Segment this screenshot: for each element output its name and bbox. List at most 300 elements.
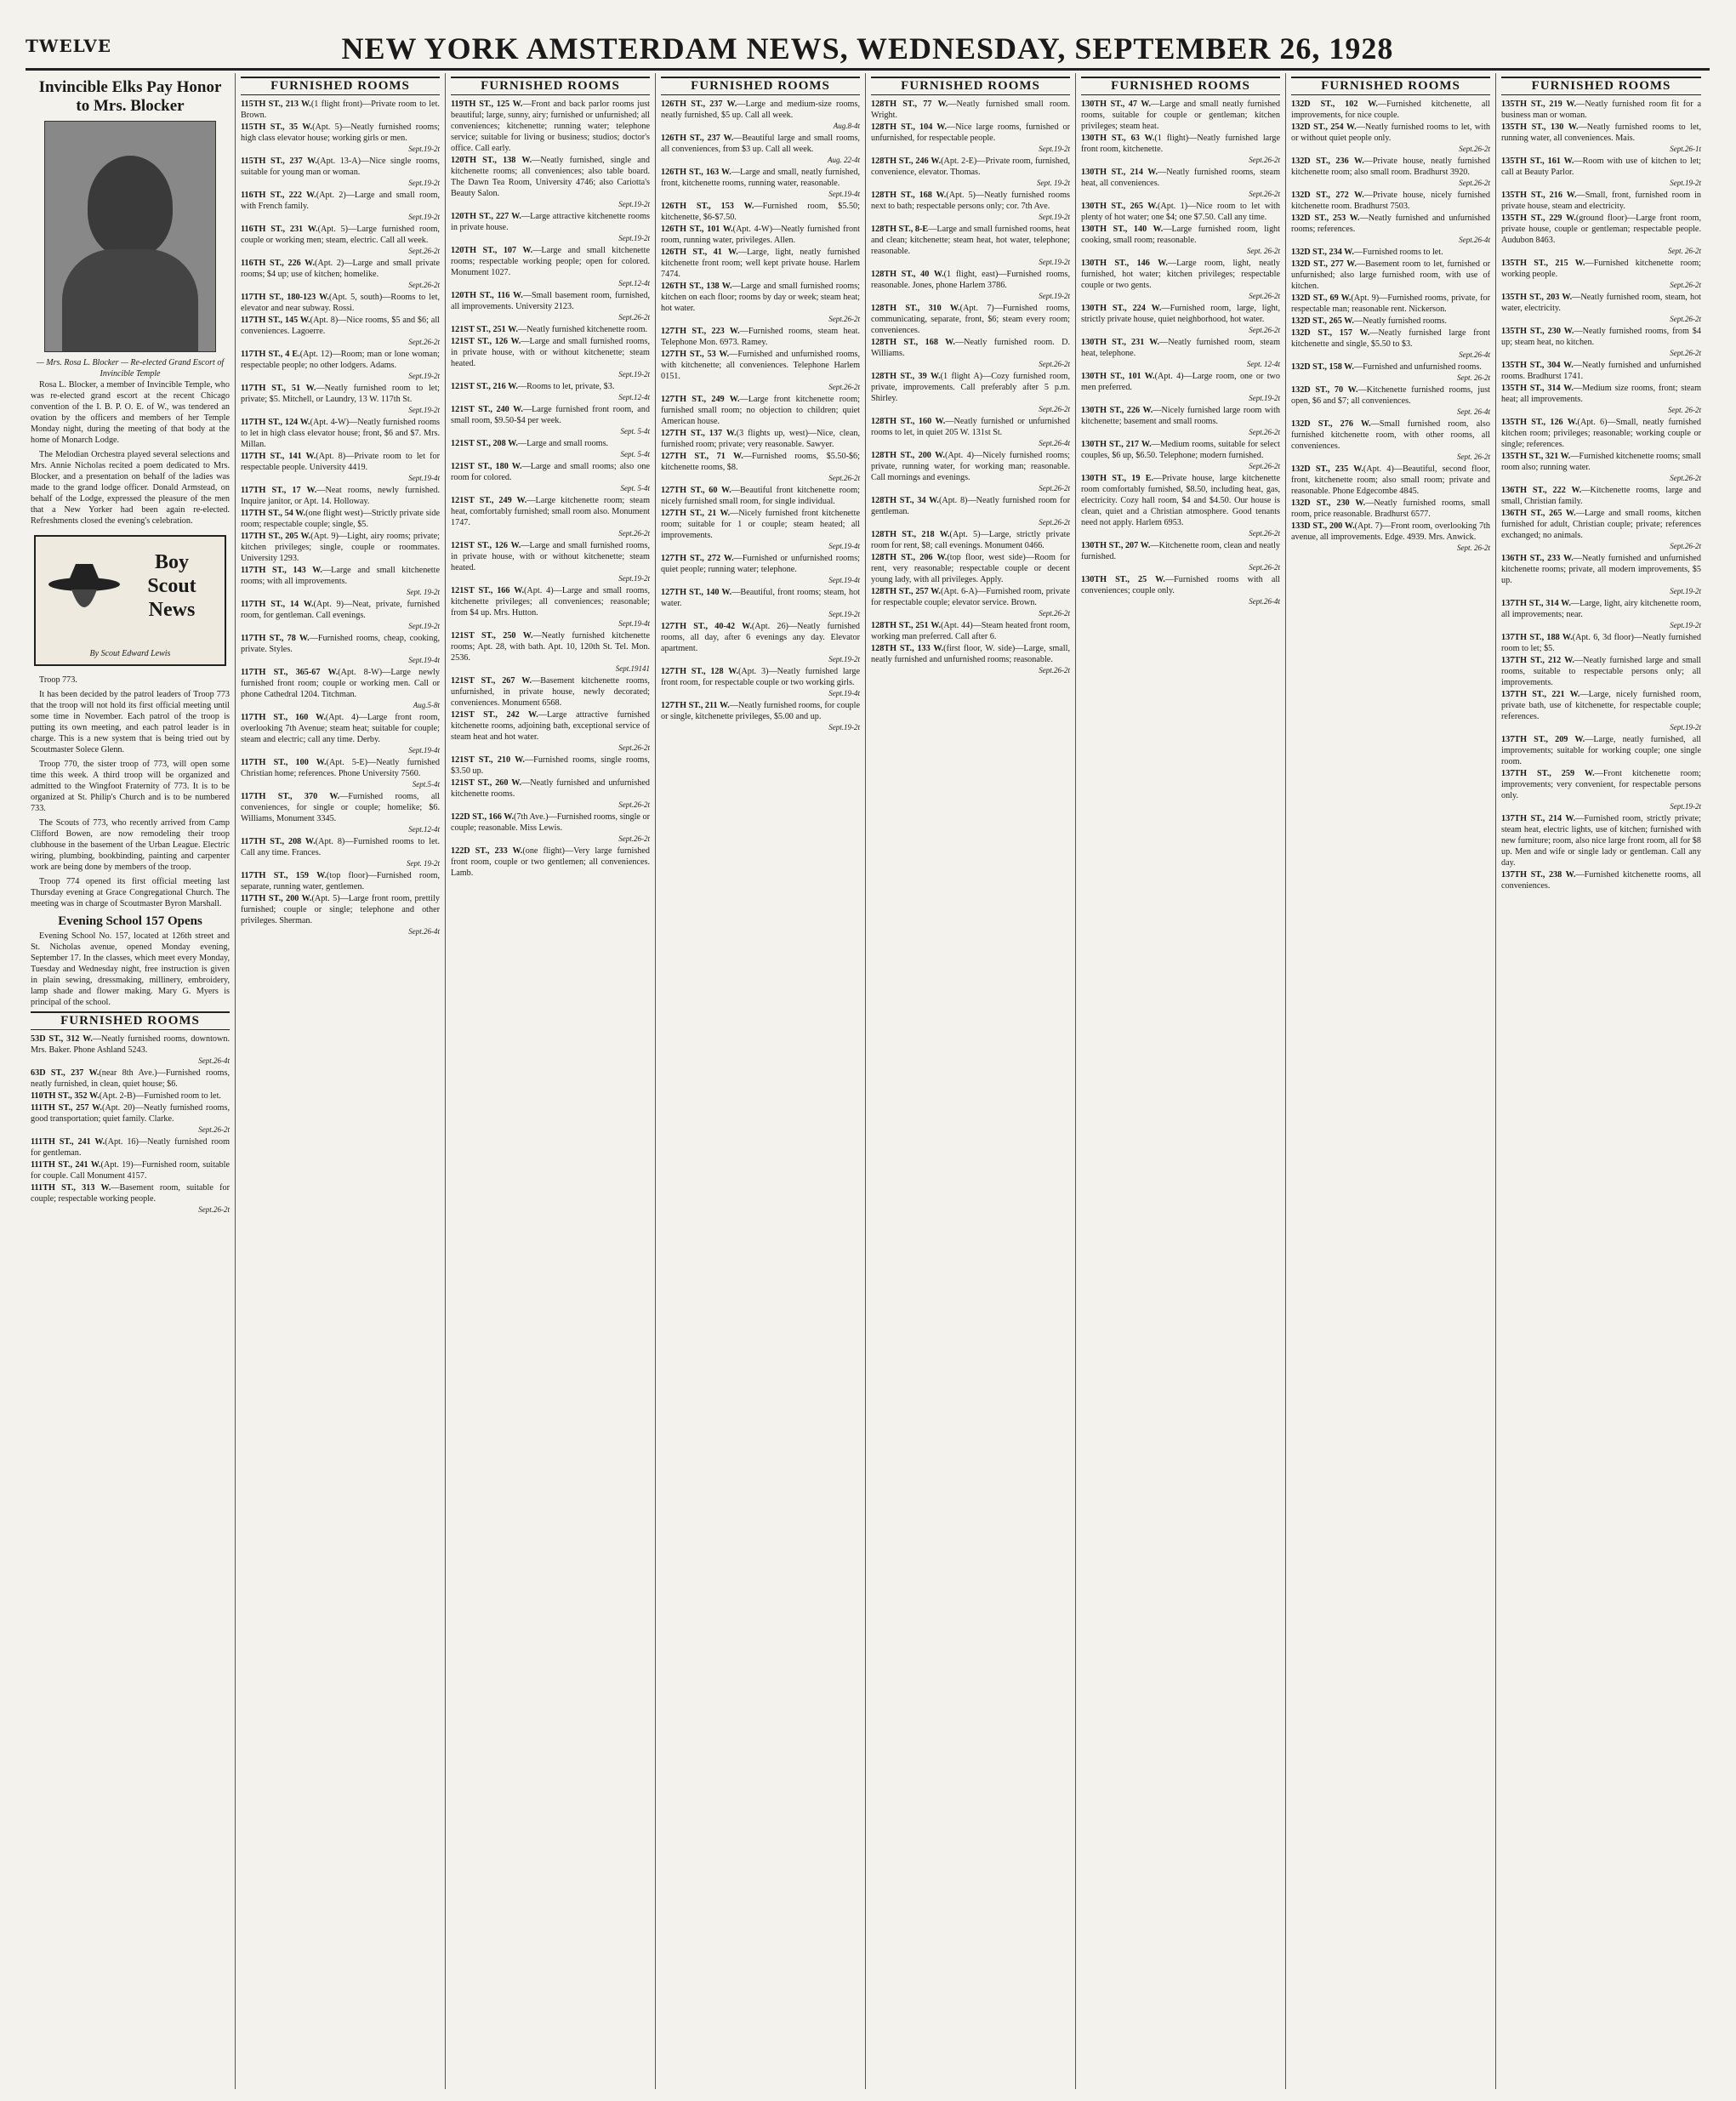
ad-street: 135TH ST., 215 W.	[1501, 259, 1585, 268]
ad-date: Sept.19-4t	[408, 474, 440, 482]
ad-text: —Furnished room, $5.50; kitchenette, $6-$7.50.	[661, 202, 860, 222]
ad-text: —Neatly furnished small room. Wright.	[871, 100, 1070, 120]
classified-ad	[451, 404, 650, 437]
ad-text: —Neatly furnished rooms, for couple or single, kitchenette privileges, $5.00 and up.	[661, 701, 860, 721]
ad-street: 115TH ST., 213 W.	[241, 100, 311, 109]
ad-text: —Neatly furnished room, steam, hot water, electricity.	[1501, 293, 1701, 313]
ad-text: (Apt. 4-W)—Neatly furnished front room, running water, privileges. Allen.	[661, 225, 860, 245]
column-2	[236, 73, 446, 2089]
ad-street: 128TH ST., 168 W.	[871, 338, 955, 347]
ad-date: Sept.19-2t	[408, 372, 440, 380]
ad-street: 135TH ST., 321 W.	[1501, 452, 1571, 461]
column-1	[26, 73, 236, 2089]
ad-text: (Apt. 5)—Large furnished room, couple or working men; steam, electric. Call all week.	[241, 225, 440, 245]
ad-text: —Furnished kitchenette rooms, all conveniences.	[1501, 870, 1701, 891]
ad-text: —Small basement room, furnished, all improvements. University 2123.	[451, 291, 650, 311]
ad-text: —Neatly furnished and unfurnished rooms. Bradhurst 1741.	[1501, 361, 1701, 381]
classified-ad	[451, 540, 650, 584]
ad-text: —Rooms to let, private, $3.	[517, 382, 615, 391]
ad-date: Sept. 5-4t	[620, 427, 650, 436]
ad-date: Sept.19-2t	[408, 179, 440, 187]
classified-ad	[1081, 303, 1280, 336]
classified-ad	[871, 190, 1070, 223]
classified-ad	[241, 565, 440, 598]
ad-text: —Beautiful, front rooms; steam, hot water.	[661, 588, 860, 608]
classified-ad	[1501, 768, 1701, 812]
classified-ad	[871, 224, 1070, 268]
ad-text: —Large room, light, neatly furnished, hot water; kitchen privileges; respectable couple or two gents.	[1081, 259, 1280, 290]
ad-date: Sept. 26-2t	[1247, 247, 1280, 255]
ad-street: 121ST ST., 166 W.	[451, 586, 525, 595]
classified-ad	[871, 586, 1070, 619]
ad-street: 53D ST., 312 W.	[31, 1034, 93, 1044]
ad-street: 128TH ST., 77 W.	[871, 100, 948, 109]
section-heading: FURNISHED ROOMS	[1501, 77, 1701, 95]
ad-street: 127TH ST., 71 W.	[661, 452, 743, 461]
ad-text: (Apt. 8)—Furnished rooms to let. Call any time. Frances.	[241, 837, 440, 857]
ad-text: —Private house, nicely furnished kitchenette room. Bradhurst 7503.	[1291, 191, 1490, 211]
ad-text: (first floor, W. side)—Large, small, neatly furnished and unfurnished rooms; reasonable.	[871, 644, 1070, 664]
ad-street: 132D ST., 102 W.	[1291, 100, 1378, 109]
ad-date: Sept.19-4t	[828, 190, 860, 198]
classified-ad	[1501, 451, 1701, 484]
ad-text: —Furnished kitchenette room; working people.	[1501, 259, 1701, 279]
ad-street: 126TH ST., 237 W.	[661, 134, 734, 143]
ad-text: (Apt. 20)—Neatly furnished rooms, good transportation; quiet family. Clarke.	[31, 1103, 230, 1124]
ad-text: —Medium size rooms, front; steam heat; all improvements.	[1501, 384, 1701, 404]
scout-paragraph: Troop 770, the sister troop of 773, will open some time this week. A third troop will be organized and admitted to the Wingfoot Fraternity of 773. It is to be organized at St. Philip's Church and is to be numbered 733.	[31, 760, 230, 813]
scout-news-title: Boy Scout News	[147, 551, 196, 621]
ad-text: —Neatly furnished and unfurnished rooms; references.	[1291, 214, 1490, 234]
ad-text: —Small furnished room, also furnished kitchenette room, with other rooms, all conveniences.	[1291, 419, 1490, 451]
ad-street: 121ST ST., 180 W.	[451, 462, 522, 471]
ad-date: Sept.26-2t	[1670, 542, 1701, 550]
classified-ad	[661, 349, 860, 393]
ad-date: Sept.26-2t	[1670, 315, 1701, 323]
classified-ad	[241, 451, 440, 484]
ad-street: 117TH ST., 78 W.	[241, 634, 310, 643]
ad-street: 132D ST., 276 W.	[1291, 419, 1371, 429]
classified-ad	[241, 417, 440, 450]
ad-text: (Apt. 7)—Front room, overlooking 7th avenue, all improvements. Edge. 4939. Mrs. Anwick.	[1291, 521, 1490, 542]
ad-street: 132D ST., 234 W.	[1291, 248, 1354, 257]
ad-date: Sept.26-2t	[1670, 474, 1701, 482]
classified-ad	[31, 1159, 230, 1181]
ad-date: Sept.26-2t	[1670, 349, 1701, 357]
ad-date: Sept.19-2t	[408, 145, 440, 153]
ad-street: 137TH ST., 259 W.	[1501, 769, 1595, 778]
classified-ad	[451, 846, 650, 879]
ad-text: —Neatly furnished rooms, downtown. Mrs. Baker. Phone Ashland 5243.	[31, 1034, 230, 1055]
ad-street: 128TH ST., 200 W.	[871, 451, 945, 460]
ad-street: 130TH ST., 214 W.	[1081, 168, 1158, 177]
ad-text: —Neatly furnished large front kitchenette and single, $5.50 to $3.	[1291, 328, 1490, 349]
classified-ad	[451, 290, 650, 323]
ad-street: 130TH ST., 146 W.	[1081, 259, 1168, 268]
ad-street: 117TH ST., 208 W.	[241, 837, 316, 846]
ad-text: —Large and small rooms; also one room for colored.	[451, 462, 650, 482]
ad-street: 116TH ST., 222 W.	[241, 191, 316, 200]
classified-ad	[451, 211, 650, 244]
ad-text: (Apt. 5, south)—Rooms to let, elevator and near subway. Rossi.	[241, 293, 440, 313]
classified-ad	[31, 1182, 230, 1216]
ad-street: 117TH ST., 370 W.	[241, 792, 340, 801]
ad-date: Sept.26-2t	[1039, 666, 1070, 675]
ad-street: 137TH ST., 188 W.	[1501, 633, 1573, 642]
classified-ad	[1081, 133, 1280, 166]
ad-text: —Furnished or unfurnished rooms; quiet people; running water; telephone.	[661, 554, 860, 574]
ad-text: (Apt. 4)—Large and small rooms, kitchenette privileges; all conveniences; reasonable; from $4 up. Mrs. Hutton.	[451, 586, 650, 618]
ad-street: 117TH ST., 180-123 W.	[241, 293, 329, 302]
ad-date: Sept. 12-4t	[1247, 360, 1280, 368]
ad-street: 130TH ST., 226 W.	[1081, 406, 1153, 415]
classified-ad	[661, 700, 860, 733]
ad-street: 120TH ST., 227 W.	[451, 212, 521, 221]
ad-street: 128TH ST., 168 W.	[871, 191, 947, 200]
ad-date: Sept.26-2t	[618, 834, 650, 843]
classified-ad	[451, 336, 650, 380]
ad-date: Sept.19-2t	[618, 574, 650, 583]
ad-text: (near 8th Ave.)—Furnished rooms, neatly furnished, in clean, quiet house; $6.	[31, 1068, 230, 1089]
classified-ad	[451, 754, 650, 777]
classified-ad	[1291, 498, 1490, 520]
ad-date: Aug. 22-4t	[828, 156, 860, 164]
classified-ad	[1291, 418, 1490, 463]
ad-date: Sept.19-2t	[1670, 179, 1701, 187]
classified-ad	[451, 630, 650, 675]
classified-ad	[241, 190, 440, 223]
ad-date: Sept.19-2t	[828, 655, 860, 663]
ad-street: 132D ST., 265 W.	[1291, 316, 1354, 326]
ad-date: Sept.19-4t	[408, 746, 440, 754]
classified-ad	[661, 508, 860, 552]
classified-ad	[241, 156, 440, 189]
classified-ad	[871, 552, 1070, 585]
classified-ad	[31, 1102, 230, 1136]
ad-text: (Apt. 5)—Large front room, prettily furnished; couple or single; telephone and other privileges. Sherman.	[241, 894, 440, 925]
ad-date: Aug.8-4t	[833, 122, 860, 130]
classified-ad	[1291, 259, 1490, 292]
ad-date: Sept.26-2t	[408, 247, 440, 255]
ad-street: 122D ST., 166 W.	[451, 812, 514, 822]
ad-text: —Furnished rooms, steam heat. Telephone Mon. 6973. Ramey.	[661, 327, 860, 347]
classified-ad	[1291, 247, 1490, 258]
ad-date: Sept. 26-2t	[1457, 373, 1490, 382]
ad-street: 128TH ST., 246 W.	[871, 157, 942, 166]
classified-ad	[241, 836, 440, 869]
classified-ad	[1501, 122, 1701, 155]
ad-street: 127TH ST., 137 W.	[661, 429, 737, 438]
ad-date: Sept.19-2t	[1670, 587, 1701, 595]
ad-street: 128TH ST., 310 W.	[871, 304, 960, 313]
ad-street: 137TH ST., 238 W.	[1501, 870, 1576, 880]
classified-ad	[661, 133, 860, 166]
ad-list	[1291, 99, 1490, 554]
ad-date: Sept.26-1t	[1670, 145, 1701, 153]
ad-street: 137TH ST., 212 W.	[1501, 656, 1574, 665]
ad-date: Sept.19-2t	[408, 213, 440, 221]
photo-caption: — Mrs. Rosa L. Blocker — Re-elected Grand Escort of Invincible Temple	[36, 358, 225, 379]
classified-ad	[1501, 632, 1701, 654]
ad-street: 132D ST., 157 W.	[1291, 328, 1370, 338]
column-7	[1286, 73, 1496, 2089]
ad-street: 116TH ST., 231 W.	[241, 225, 318, 234]
ad-list	[1501, 99, 1701, 891]
classified-ad	[871, 99, 1070, 121]
section-heading: FURNISHED ROOMS	[1291, 77, 1490, 95]
ad-street: 130TH ST., 217 W.	[1081, 440, 1152, 449]
classified-ad	[661, 451, 860, 484]
ad-date: Sept.19-2t	[408, 406, 440, 414]
ad-street: 128TH ST., 34 W.	[871, 496, 939, 505]
ad-date: Sept.19-2t	[618, 370, 650, 379]
ad-text: (Apt. 9)—Light, airy rooms; private; kitchen privileges; single, couple or roommates. University 1293.	[241, 532, 440, 563]
ad-street: 132D ST., 235 W.	[1291, 464, 1363, 474]
ad-street: 117TH ST., 124 W.	[241, 418, 310, 427]
ad-text: (Apt. 4)—Large room, one or two men preferred.	[1081, 372, 1280, 392]
ad-text: —Neatly furnished rooms.	[1353, 316, 1447, 326]
classified-ad	[241, 99, 440, 121]
ad-text: (Apt. 4)—Beautiful, second floor, front, kitchenette room; also small room; private and reasonable. Phone Edgecombe 4845.	[1291, 464, 1490, 496]
ad-text: (1 flight front)—Private room to let. Brown.	[241, 100, 440, 120]
ad-street: 121ST ST., 208 W.	[451, 439, 518, 448]
ad-date: Sept.19-2t	[1670, 621, 1701, 629]
ad-text: —Neatly furnished or unfurnished rooms to let, in quiet 205 W. 131st St.	[871, 417, 1070, 437]
ad-text: —Large and small furnished rooms, in private house, with or without kitchenette; steam heated.	[451, 541, 650, 572]
ad-date: Sept.26-4t	[1249, 597, 1280, 606]
ad-date: Sept.26-2t	[408, 338, 440, 346]
classified-ad	[451, 461, 650, 494]
ad-street: 128TH ST., 251 W.	[871, 621, 942, 630]
ad-text: —Large and small rooms.	[517, 439, 609, 448]
classified-ad	[661, 666, 860, 699]
story-paragraph: The Melodian Orchestra played several selections and Mrs. Annie Nicholas recited a poem dedicated to Mrs. Blocker, and a presentation on behalf of the ladies was made to the grand lodge officer. Donald Armstead, on behalf of the Lodge, expressed the pleasure of the men that a New Yorker had been again re-elected. Refreshments closed the evening's celebration.	[31, 450, 230, 526]
classified-ad	[1291, 99, 1490, 121]
ad-text: (Apt. 16)—Neatly furnished room for gentleman.	[31, 1137, 230, 1158]
ad-street: 128TH ST., 39 W.	[871, 372, 941, 381]
classified-ad	[661, 224, 860, 246]
column-4	[656, 73, 866, 2089]
ad-text: —Furnished rooms, single rooms, $3.50 up.	[451, 755, 650, 776]
classified-ad	[451, 777, 650, 811]
ad-street: 121ST ST., 240 W.	[451, 405, 523, 414]
ad-street: 117TH ST., 14 W.	[241, 600, 314, 609]
ad-list	[1081, 99, 1280, 607]
classified-ad	[661, 621, 860, 665]
ad-street: 130TH ST., 140 W.	[1081, 225, 1164, 234]
section-heading: FURNISHED ROOMS	[1081, 77, 1280, 95]
ad-text: —Neat rooms, newly furnished. Inquire janitor, or Apt. 14. Holloway.	[241, 486, 440, 506]
ad-text: (Apt. 6-A)—Furnished room, private for respectable couple; elevator service. Brown.	[871, 587, 1070, 607]
ad-date: Sept.12-4t	[408, 825, 440, 834]
ad-date: Sept.19-2t	[1670, 802, 1701, 811]
ad-street: 126TH ST., 41 W.	[661, 248, 738, 257]
ad-text: —Room with use of kitchen to let; call at Beauty Parlor.	[1501, 157, 1701, 177]
ad-text: —Nicely furnished front kitchenette room; suitable for 1 or couple; steam heated; all improvements.	[661, 509, 860, 540]
ad-text: —Basement kitchenette rooms, unfurnished, in private house, newly decorated; conveniences. Monument 6568.	[451, 676, 650, 708]
ad-text: (Apt. 26)—Neatly furnished rooms, all day, after 6 evenings any day. Elevator apartment.	[661, 622, 861, 653]
ad-street: 127TH ST., 223 W.	[661, 327, 740, 336]
ad-date: Sept.26-2t	[1249, 563, 1280, 572]
ad-date: Sept.26-4t	[198, 1056, 230, 1065]
ad-date: Sept.19-4t	[408, 656, 440, 664]
section-heading: FURNISHED ROOMS	[241, 77, 440, 95]
column-3	[446, 73, 656, 2089]
ad-text: —Neatly furnished rooms to let, running water, all conveniences. Mais.	[1501, 122, 1701, 143]
ad-date: Sept. 19-2t	[407, 588, 440, 596]
classified-ad	[661, 553, 860, 586]
ad-street: 111TH ST., 241 W.	[31, 1160, 101, 1170]
classified-ad	[451, 381, 650, 403]
ad-date: Sept.26-2t	[198, 1205, 230, 1214]
ad-text: —Kitchenette rooms, large and small, Christian family.	[1501, 486, 1701, 506]
ad-street: 132D ST., 236 W.	[1291, 157, 1364, 166]
classified-ad	[451, 675, 650, 709]
ad-text: —Furnished rooms with all conveniences; couple only.	[1081, 575, 1280, 595]
scout-byline: By Scout Edward Lewis	[89, 649, 171, 658]
classified-columns	[26, 73, 1710, 2089]
ad-text: —Large and small neatly furnished rooms, suitable for couple or gentleman; kitchen privileges; steam heat.	[1081, 100, 1280, 131]
ad-street: 130TH ST., 25 W.	[1081, 575, 1165, 584]
ad-text: (1 flight A)—Cozy furnished room, private, improvements. Call preferably after 5 p.m. Shirley.	[871, 372, 1070, 403]
classified-ad	[31, 1136, 230, 1159]
classified-ad	[451, 495, 650, 539]
ad-street: 135TH ST., 304 W.	[1501, 361, 1574, 370]
classified-ad	[1501, 99, 1701, 121]
ad-street: 122D ST., 233 W.	[451, 846, 523, 856]
ad-text: —Large and small furnished rooms, heat and clean; kitchenette; steam heat, hot water, telephone; reasonable.	[871, 225, 1070, 256]
ad-text: —Large and small rooms, kitchen furnished for adult, Christian couple; private; references exchanged; no animals.	[1501, 509, 1701, 540]
ad-date: Sept. 26-2t	[1668, 247, 1701, 255]
ad-street: 110TH ST., 352 W.	[31, 1091, 100, 1101]
ad-date: Sept.26-2t	[1039, 360, 1070, 368]
ad-text: —Private house, large kitchenette room comfortably furnished, $8.50, including heat, gas, electricity. Cozy hall room, $4 and $4.50. Our house is clean, quiet and a Christian atmosphere. Good tenants need not apply. Harlem 6953.	[1081, 474, 1280, 527]
classified-ad	[661, 428, 860, 450]
classified-ad	[451, 438, 650, 460]
ad-text: (Apt. 4)—Nicely furnished rooms; private, running water, for working man; reasonable. Call mornings and evenings.	[871, 451, 1070, 482]
ad-text: (Apt. 44)—Steam heated front room, working man preferred. Call after 6.	[871, 621, 1070, 641]
ad-date: Sept.26-4t	[1459, 236, 1490, 244]
classified-ad	[451, 155, 650, 210]
ad-date: Sept.19141	[615, 664, 650, 673]
ad-street: 128TH ST., 218 W.	[871, 530, 950, 539]
ad-text: —Basement room to let, furnished or unfurnished; also large furnished room, with use of kitchen.	[1291, 259, 1490, 291]
ad-text: (Apt. 5)—Neatly furnished rooms next to bath; respectable persons only; cor. 7th Ave.	[871, 191, 1070, 211]
ad-text: (one flight west)—Strictly private side room; respectable couple; single, $5.	[241, 509, 440, 529]
ad-street: 132D ST., 70 W.	[1291, 385, 1358, 395]
story-headline: Invincible Elks Pay Honor to Mrs. Blocker	[38, 78, 222, 115]
ad-street: 135TH ST., 203 W.	[1501, 293, 1573, 302]
classified-ad	[241, 485, 440, 507]
ad-date: Sept. 5-4t	[620, 484, 650, 493]
ad-text: (Apt. 2-B)—Furnished room to let.	[99, 1091, 221, 1101]
classified-ad	[31, 1033, 230, 1067]
ad-date: Sept.26-2t	[198, 1125, 230, 1134]
scout-hat-icon	[46, 559, 122, 627]
ad-text: (ground floor)—Large front room, private house, couple or gentleman; respectable people. Audubon 8463.	[1501, 214, 1701, 245]
ad-date: Sept.19-4t	[828, 576, 860, 584]
ad-date: Sept. 26-2t	[1457, 544, 1490, 552]
classified-ad	[241, 712, 440, 756]
classified-ad	[871, 303, 1070, 336]
ad-date: Sept.26-2t	[618, 529, 650, 538]
classified-ad	[1291, 316, 1490, 327]
classified-ad	[1291, 213, 1490, 246]
scout-paragraph: The Scouts of 773, who recently arrived from Camp Clifford Bowen, are now remodeling their troop clubhouse in the basement of the Urban League. Electric wiring, plumbing, bookbinding, painting and carpenter work are being done by members of the troop.	[31, 818, 230, 872]
ad-text: —Large, nicely furnished room, private bath, use of kitchenette, for respectable couple; references.	[1501, 690, 1701, 721]
ad-street: 127TH ST., 272 W.	[661, 554, 734, 563]
ad-text: —Neatly furnished room fit for a business man or woman.	[1501, 100, 1701, 120]
ad-street: 117TH ST., 205 W.	[241, 532, 311, 541]
ad-street: 127TH ST., 249 W.	[661, 395, 740, 404]
classified-ad	[1081, 337, 1280, 370]
page-number: TWELVE	[26, 36, 112, 56]
ad-street: 128TH ST., 8-E	[871, 225, 929, 234]
classified-ad	[241, 791, 440, 835]
ad-text: —Neatly furnished rooms to let, with or without quiet people only.	[1291, 122, 1490, 143]
ad-street: 117TH ST., 100 W.	[241, 758, 327, 767]
ad-street: 132D ST., 230 W.	[1291, 498, 1366, 508]
classified-ad	[1081, 540, 1280, 573]
ad-text: (Apt. 2-E)—Private room, furnished, convenience, elevator. Thomas.	[871, 157, 1070, 177]
ad-text: —Beautiful large and small rooms, all conveniences, from $3 up. Call all week.	[661, 134, 860, 154]
ad-street: 127TH ST., 60 W.	[661, 486, 731, 495]
classified-ad	[1501, 258, 1701, 291]
classified-ad	[1291, 293, 1490, 315]
classified-ad	[1291, 521, 1490, 554]
story-paragraph: Rosa L. Blocker, a member of Invincible Temple, who was re-elected grand escort at the recent Chicago convention of the I. B. P. O. E. of W., was tendered an ovation by the officers and members of her Temple Monday night, during the meeting of that body at the home of Monarch Lodge.	[31, 380, 230, 445]
ad-text: —Neatly furnished kitchenette room.	[517, 325, 648, 334]
classified-ad	[241, 893, 440, 937]
ad-text: —Medium rooms, suitable for select couples, $6 up, $6.50. Telephone; modern furnished.	[1081, 440, 1280, 460]
ad-text: —Small, front, furnished room in private house, steam and electricity.	[1501, 191, 1701, 211]
ad-street: 117TH ST., 145 W.	[241, 316, 310, 325]
ad-street: 121ST ST., 267 W.	[451, 676, 532, 686]
ad-date: Sept. 19-2t	[407, 859, 440, 868]
ad-text: (Apt. 2)—Large and small room, with French family.	[241, 191, 440, 211]
ad-street: 63D ST., 237 W.	[31, 1068, 100, 1078]
classified-ad	[661, 201, 860, 223]
ad-text: —Large and small, neatly furnished, front, kitchenette rooms, running water, reasonable.	[661, 168, 860, 188]
ad-street: 136TH ST., 222 W.	[1501, 486, 1582, 495]
ad-street: 121ST ST., 249 W.	[451, 496, 527, 505]
classified-ad	[451, 324, 650, 335]
ad-date: Sept.19-2t	[1249, 394, 1280, 402]
ad-date: Sept.26-2t	[1039, 405, 1070, 413]
ad-date: Sept.26-4t	[1459, 350, 1490, 359]
ad-date: Sept.26-2t	[618, 800, 650, 809]
ad-date: Sept.26-2t	[1459, 145, 1490, 153]
ad-date: Sept.26-2t	[1249, 190, 1280, 198]
classified-ad	[1501, 156, 1701, 189]
ad-street: 130TH ST., 101 W.	[1081, 372, 1155, 381]
ad-street: 133D ST., 200 W.	[1291, 521, 1355, 531]
classified-ad	[1291, 156, 1490, 189]
ad-street: 117TH ST., 160 W.	[241, 713, 326, 722]
ad-date: Sept.19-2t	[618, 200, 650, 208]
ad-street: 127TH ST., 128 W.	[661, 667, 738, 676]
ad-date: Sept.19-4t	[828, 542, 860, 550]
ad-date: Sept.26-2t	[408, 281, 440, 289]
ad-date: Sept.19-2t	[618, 234, 650, 242]
ad-text: —Kitchenette furnished rooms, just open, $6 and $7; all conveniences.	[1291, 385, 1490, 406]
classified-ad	[661, 587, 860, 620]
section-heading: FURNISHED ROOMS	[661, 77, 860, 95]
ad-text: (Apt. 8)—Private room to let for respectable people. University 4419.	[241, 452, 440, 472]
ad-date: Sept.26-2t	[618, 313, 650, 322]
classified-ad	[1501, 553, 1701, 597]
ad-text: —Neatly furnished rooms, small room, price reasonable. Bradhurst 6577.	[1291, 498, 1490, 519]
